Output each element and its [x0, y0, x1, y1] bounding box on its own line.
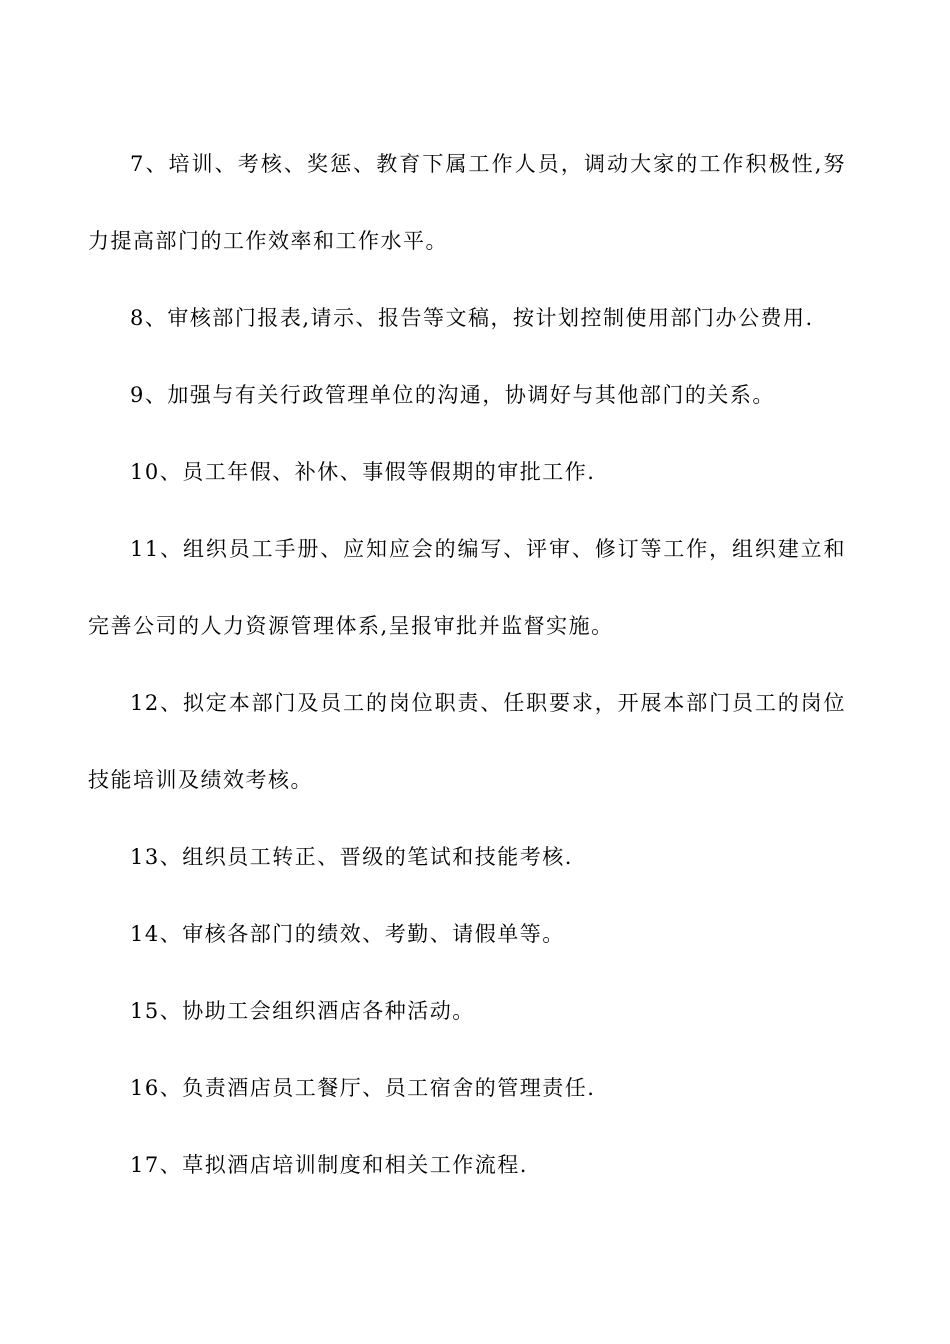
- paragraph-item-11: 11、组织员工手册、应知应会的编写、评审、修订等工作，组织建立和完善公司的人力资源管理体系,呈报审批并监督实施。: [88, 537, 846, 638]
- paragraph-item-15: 15、协助工会组织酒店各种活动。: [130, 999, 475, 1023]
- paragraph-item-14: 14、审核各部门的绩效、考勤、请假单等。: [130, 922, 565, 946]
- paragraph-item-17: 17、草拟酒店培训制度和相关工作流程.: [130, 1153, 528, 1177]
- paragraph-item-7: 7、培训、考核、奖惩、教育下属工作人员，调动大家的工作积极性,努力提高部门的工作效率和工作水平。: [88, 152, 846, 253]
- paragraph-item-9: 9、加强与有关行政管理单位的沟通，协调好与其他部门的关系。: [130, 383, 775, 407]
- paragraph-item-10: 10、员工年假、补休、事假等假期的审批工作.: [130, 460, 596, 484]
- document-body: [88, 126, 846, 1204]
- paragraph-item-12: 12、拟定本部门及员工的岗位职责、任职要求，开展本部门员工的岗位技能培训及绩效考核。: [88, 691, 846, 792]
- paragraph-item-13: 13、组织员工转正、晋级的笔试和技能考核.: [130, 845, 573, 869]
- paragraph-item-16: 16、负责酒店员工餐厅、员工宿舍的管理责任.: [130, 1076, 596, 1100]
- paragraph-item-8: 8、审核部门报表,请示、报告等文稿，按计划控制使用部门办公费用.: [130, 306, 814, 330]
